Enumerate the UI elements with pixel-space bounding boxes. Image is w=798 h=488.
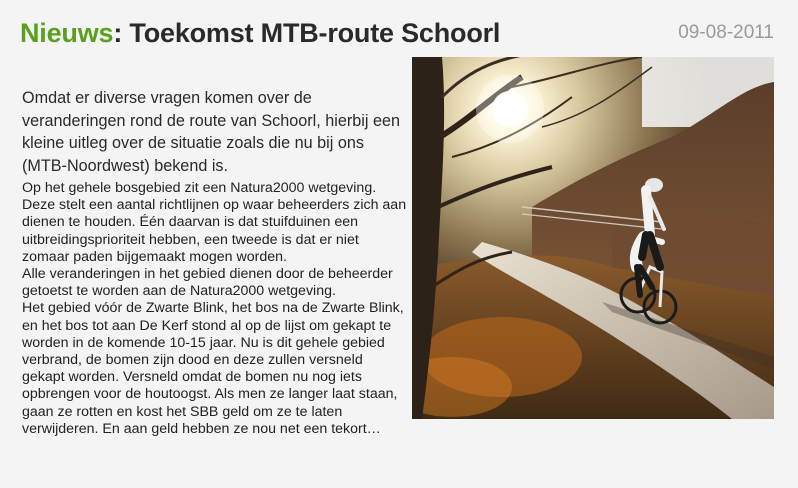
title-separator: : xyxy=(113,18,123,48)
page-title xyxy=(20,18,500,49)
body-paragraph: Op het gehele bosgebied zit een Natura2000 wetgeving. Deze stelt een aantal richtlijnen op waar beheerders zich aan dienen te houden. Één daarvan is dat stuifduinen een uitbreidingsprioriteit hebben, een tweede is dat er niet zomaar paden bijgemaakt mogen worden. xyxy=(22,180,407,265)
mountain-biker-photo xyxy=(412,57,774,419)
article-intro: Omdat er diverse vragen komen over de veranderingen rond de route van Schoorl, hierbij een kleine uitleg over de situatie zoals die nu bij ons (MTB-Noordwest) bekend is. xyxy=(22,89,400,175)
article-header xyxy=(20,18,780,58)
article-headline: Toekomst MTB-route Schoorl xyxy=(122,18,501,48)
body-paragraph: Het gebied vóór de Zwarte Blink, het bos na de Zwarte Blink, en het bos tot aan De Kerf stond al op de lijst om gekapt te worden in de komende 10-15 jaar. Nu is dit gehele gebied verbrand, de bomen zijn dood en deze zullen versneld gekapt worden. Versneld omdat de bomen nu nog iets opbrengen voor de houtoogst. Als men ze langer laat staan, gaan ze rotten en kost het SBB geld om ze te laten verwijderen. En aan geld hebben ze nou net een tekort… xyxy=(22,300,404,437)
section-label[interactable]: Nieuws xyxy=(20,18,114,48)
photo-illustration xyxy=(412,57,774,419)
body-paragraph: Alle veranderingen in het gebied dienen door de beheerder getoetst te worden aan de Natura2000 wetgeving. xyxy=(22,266,393,300)
article-body xyxy=(22,180,407,438)
article-date: 09-08-2011 xyxy=(678,22,774,43)
